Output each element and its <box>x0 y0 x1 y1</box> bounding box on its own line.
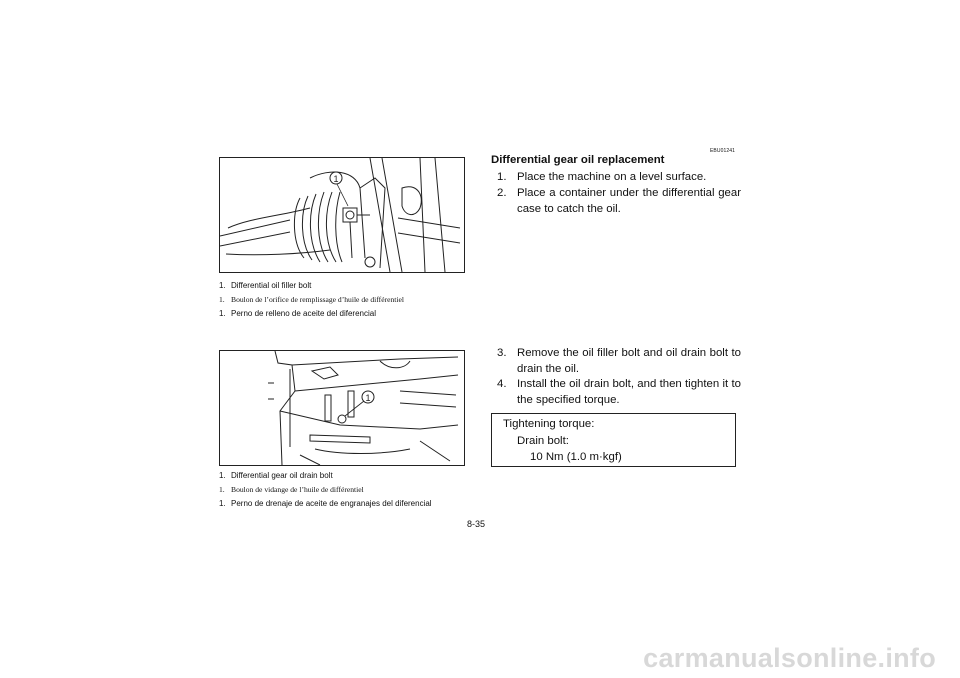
figure1-caption-es: 1. Perno de relleno de aceite del diferencial <box>219 309 376 318</box>
callout-number: 1 <box>365 393 371 403</box>
section-code: EBU01241 <box>710 148 735 154</box>
step-4: 4. Install the oil drain bolt, and then tighten it to the specified torque. <box>497 378 741 406</box>
figure1-caption-fr: 1. Boulon de l’orifice de remplissage d’huile de différentiel <box>219 295 404 304</box>
figure-drain-bolt <box>219 350 465 466</box>
figure1-caption-en: 1. Differential oil filler bolt <box>219 281 312 290</box>
torque-label: Tightening torque: <box>503 418 595 430</box>
step-1: 1. Place the machine on a level surface. <box>497 171 707 183</box>
figure2-caption-en: 1. Differential gear oil drain bolt <box>219 471 333 480</box>
figure-filler-bolt <box>219 157 465 273</box>
step-3: 3. Remove the oil filler bolt and oil drain bolt to drain the oil. <box>497 347 741 375</box>
figure2-caption-es: 1. Perno de drenaje de aceite de engranajes del diferencial <box>219 499 432 508</box>
torque-item: Drain bolt: <box>517 435 569 447</box>
step-2: 2. Place a container under the differential gear case to catch the oil. <box>497 187 741 215</box>
filler-bolt-illustration <box>220 158 464 272</box>
section-title: Differential gear oil replacement <box>491 154 665 166</box>
callout-number: 1 <box>333 174 339 184</box>
torque-value: 10 Nm (1.0 m·kgf) <box>530 451 622 463</box>
figure2-caption-fr: 1. Boulon de vidange de l’huile de différentiel <box>219 485 364 494</box>
watermark: carmanualsonline.info <box>643 643 936 673</box>
page-number: 8-35 <box>467 519 486 529</box>
drain-bolt-illustration <box>220 351 464 465</box>
torque-spec-box <box>491 413 736 467</box>
